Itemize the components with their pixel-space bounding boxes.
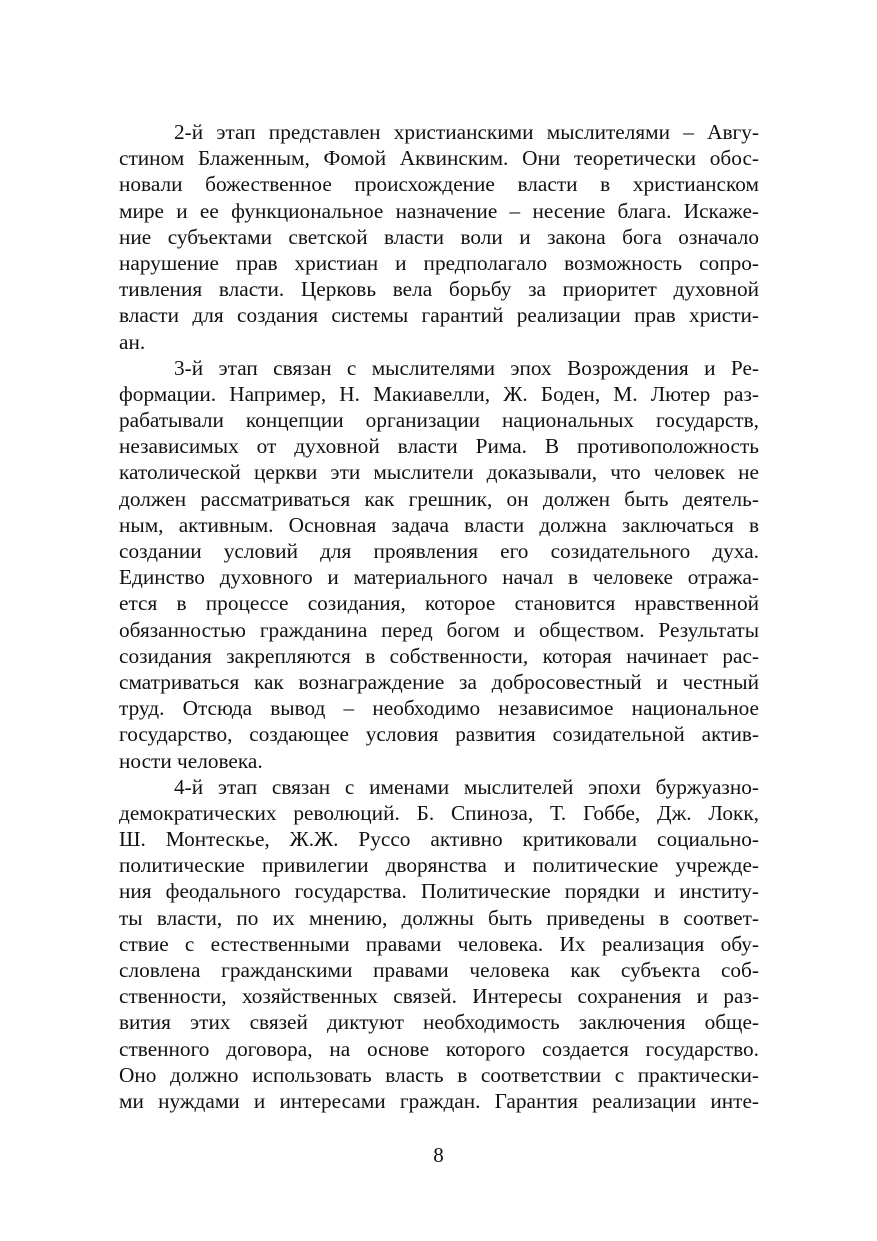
text-line: ственности, хозяйственных связей. Интересы сохранения и раз-	[119, 984, 759, 1009]
text-line: создании условий для проявления его созидательного духа.	[119, 539, 759, 563]
text-line: независимых от духовной власти Рима. В противоположность	[119, 434, 759, 459]
text-line: ности человека.	[119, 748, 263, 773]
text-line: государство, создающее условия развития созидательной актив-	[119, 722, 759, 747]
paragraph-stage-4	[119, 774, 759, 1114]
text-line: труд. Отсюда вывод – необходимо независимое национальное	[119, 696, 759, 721]
text-line: Единство духовного и материального начал в человеке отража-	[119, 565, 759, 590]
text-line: католической церкви эти мыслители доказывали, что человек не	[119, 460, 759, 485]
text-line: демократических революций. Б. Спиноза, Т. Гоббе, Дж. Локк,	[119, 800, 759, 825]
paragraph-stage-2	[119, 119, 759, 355]
page-number: 8	[433, 1143, 444, 1167]
text-line: рабатывали концепции организации национальных государств,	[119, 408, 759, 433]
text-line: словлена гражданскими правами человека как субъекта соб-	[119, 958, 759, 982]
text-line: ствие с естественными правами человека. Их реализация обу-	[119, 931, 759, 956]
text-line: вития этих связей диктуют необходимость заключения обще-	[119, 1010, 759, 1035]
text-line: ты власти, по их мнению, должны быть приведены в соответ-	[119, 905, 759, 930]
text-line: 4-й этап связан с именами мыслителей эпохи буржуазно-	[174, 774, 759, 799]
text-line: ние субъектами светской власти воли и закона бога означало	[119, 224, 759, 249]
text-line: мире и ее функциональное назначение – несение блага. Искаже-	[119, 198, 759, 223]
text-line: 2-й этап представлен христианскими мыслителями – Авгу-	[174, 120, 759, 144]
text-line: формации. Например, Н. Макиавелли, Ж. Боден, М. Лютер раз-	[119, 381, 759, 406]
text-line: власти для создания системы гарантий реализации прав христи-	[119, 303, 759, 328]
text-line: Ш. Монтескье, Ж.Ж. Руссо активно критиковали социально-	[119, 827, 759, 852]
text-line: нарушение прав христиан и предполагало возможность сопро-	[119, 250, 759, 275]
text-line: должен рассматриваться как грешник, он должен быть деятель-	[119, 486, 759, 511]
paragraph-stage-3	[119, 355, 759, 774]
text-line: ным, активным. Основная задача власти должна заключаться в	[119, 512, 759, 537]
text-line: 3-й этап связан с мыслителями эпох Возрождения и Ре-	[174, 355, 759, 380]
text-line: тивления власти. Церковь вела борьбу за приоритет духовной	[119, 277, 759, 302]
text-body	[119, 119, 759, 1114]
text-line: сматриваться как вознаграждение за добросовестный и честный	[119, 669, 759, 694]
text-line: ния феодального государства. Политические порядки и институ-	[119, 879, 759, 904]
text-line: ми нуждами и интересами граждан. Гарантия реализации инте-	[119, 1088, 759, 1113]
text-line: ется в процессе созидания, которое становится нравственной	[119, 591, 759, 616]
text-line: Оно должно использовать власть в соответствии с практически-	[119, 1062, 759, 1087]
text-line: ан.	[119, 329, 146, 354]
text-line: обязанностью гражданина перед богом и обществом. Результаты	[119, 617, 759, 642]
text-line: политические привилегии дворянства и политические учрежде-	[119, 853, 759, 878]
text-line: новали божественное происхождение власти в христианском	[119, 172, 759, 197]
text-line: ственного договора, на основе которого создается государство.	[119, 1036, 759, 1061]
text-line: стином Блаженным, Фомой Аквинским. Они теоретически обос-	[119, 146, 759, 171]
text-line: созидания закрепляются в собственности, которая начинает рас-	[119, 643, 759, 668]
